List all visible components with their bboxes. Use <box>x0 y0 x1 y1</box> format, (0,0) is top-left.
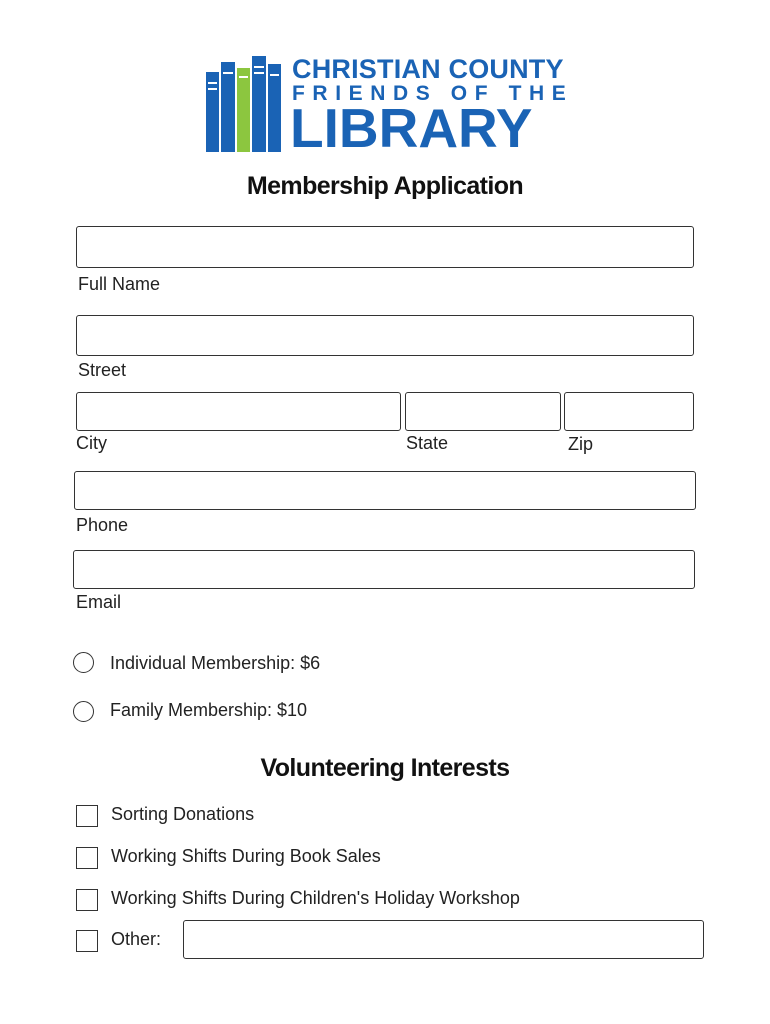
phone-field[interactable] <box>74 471 696 510</box>
phone-label: Phone <box>76 515 129 535</box>
other-interest-checkbox[interactable] <box>76 930 98 952</box>
state-field[interactable] <box>405 392 561 431</box>
family-membership-label: Family Membership: $10 <box>110 700 308 720</box>
sorting-donations-label: Sorting Donations <box>111 804 255 824</box>
street-label: Street <box>78 360 127 380</box>
family-membership-radio[interactable] <box>73 701 94 722</box>
volunteering-heading: Volunteering Interests <box>260 754 510 782</box>
logo-line-friends-of-the: FRIENDS OF THE <box>292 82 574 105</box>
state-label: State <box>406 433 449 453</box>
friends-of-library-logo <box>204 54 574 158</box>
email-label: Email <box>76 592 122 612</box>
page-title: Membership Application <box>246 172 524 200</box>
book-sales-shifts-label: Working Shifts During Book Sales <box>111 846 381 866</box>
street-field[interactable] <box>76 315 694 356</box>
sorting-donations-checkbox[interactable] <box>76 805 98 827</box>
city-label: City <box>76 433 107 453</box>
zip-field[interactable] <box>564 392 694 431</box>
book-sales-shifts-checkbox[interactable] <box>76 847 98 869</box>
city-field[interactable] <box>76 392 401 431</box>
full-name-field[interactable] <box>76 226 694 268</box>
holiday-workshop-shifts-label: Working Shifts During Children's Holiday Workshop <box>111 888 520 908</box>
individual-membership-label: Individual Membership: $6 <box>110 653 321 673</box>
holiday-workshop-shifts-checkbox[interactable] <box>76 889 98 911</box>
other-interest-label: Other: <box>111 929 162 949</box>
individual-membership-radio[interactable] <box>73 652 94 673</box>
other-interest-field[interactable] <box>183 920 704 959</box>
email-field[interactable] <box>73 550 695 589</box>
logo-line-christian-county: CHRISTIAN COUNTY <box>292 54 564 84</box>
zip-label: Zip <box>568 434 594 454</box>
books-logo-icon <box>204 54 284 154</box>
logo-line-library: LIBRARY <box>290 97 533 159</box>
full-name-label: Full Name <box>78 274 161 294</box>
